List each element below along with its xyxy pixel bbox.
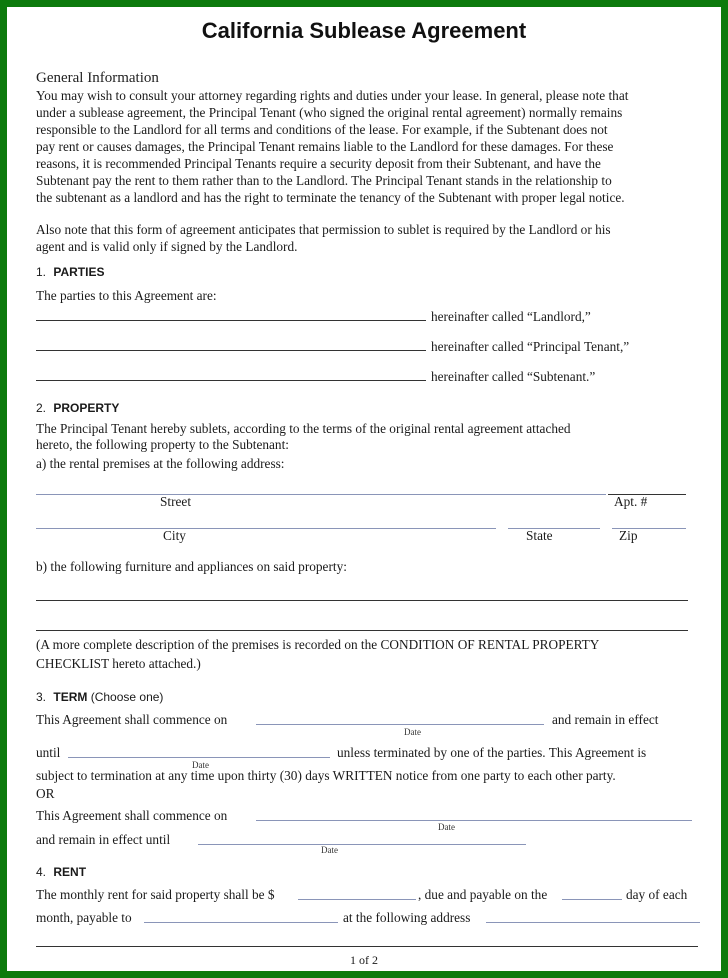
property-a-label: a) the rental premises at the following address: bbox=[36, 456, 285, 471]
property-intro-1: The Principal Tenant hereby sublets, according to the terms of the original rental agreement attached bbox=[36, 421, 571, 436]
term-number: 3. bbox=[36, 690, 47, 704]
term-commence2-label: This Agreement shall commence on bbox=[36, 808, 228, 823]
document-title: California Sublease Agreement bbox=[201, 18, 527, 43]
term-remain-until-label: and remain in effect until bbox=[36, 832, 171, 847]
rent-address-label: at the following address bbox=[343, 910, 471, 925]
page-number: 1 of 2 bbox=[350, 953, 378, 967]
landlord-name-field[interactable] bbox=[36, 320, 426, 321]
general-heading: General Information bbox=[36, 70, 159, 86]
rent-heading bbox=[36, 865, 86, 879]
property-heading bbox=[36, 401, 119, 415]
commence-date-field[interactable] bbox=[256, 724, 544, 725]
state-field[interactable] bbox=[508, 528, 600, 529]
general-line-3: responsible to the Landlord for all terms and conditions of the lease. For example, if the Subtenant does not bbox=[36, 122, 608, 137]
property-b-label: b) the following furniture and appliances on said property: bbox=[36, 559, 347, 574]
subtenant-name-field[interactable] bbox=[36, 380, 426, 381]
general-line-7: the subtenant as a landlord and has the right to terminate the tenancy of the Subtenant with proper legal notice. bbox=[36, 190, 625, 205]
term-unless-text: unless terminated by one of the parties. This Agreement is bbox=[337, 745, 647, 760]
parties-heading bbox=[36, 265, 104, 279]
rent-due-label: , due and payable on the bbox=[418, 887, 548, 902]
until-date-caption: Date bbox=[192, 760, 209, 770]
term-title: TERM bbox=[53, 690, 88, 704]
property-title: PROPERTY bbox=[53, 401, 120, 415]
property-intro-2: hereto, the following property to the Subtenant: bbox=[36, 437, 289, 452]
remain-until-date-caption: Date bbox=[321, 845, 338, 855]
furniture-line-2[interactable] bbox=[36, 630, 688, 631]
property-note-2: CHECKLIST hereto attached.) bbox=[36, 656, 201, 671]
term-heading bbox=[36, 690, 163, 704]
term-choose: (Choose one) bbox=[90, 690, 164, 704]
property-number: 2. bbox=[36, 401, 47, 415]
general-line-4: pay rent or causes damages, the Principal Tenant remains liable to the Landlord for these damages. For these bbox=[36, 139, 614, 154]
general-line-1: You may wish to consult your attorney regarding rights and duties under your lease. In general, please note that bbox=[36, 88, 629, 103]
rent-monthly-label: The monthly rent for said property shall be $ bbox=[36, 887, 275, 902]
property-note-1: (A more complete description of the premises is recorded on the CONDITION OF RENTAL PROPERTY bbox=[36, 637, 600, 652]
until-date-field[interactable] bbox=[68, 757, 330, 758]
rent-address-field[interactable] bbox=[486, 922, 700, 923]
general-note-line-1: Also note that this form of agreement anticipates that permission to sublet is required by the Landlord or his bbox=[36, 222, 611, 237]
apt-label: Apt. # bbox=[614, 494, 648, 509]
term-subject-text: subject to termination at any time upon thirty (30) days WRITTEN notice from one party to each other party. bbox=[36, 768, 616, 783]
commence-date-caption: Date bbox=[404, 727, 421, 737]
parties-intro: The parties to this Agreement are: bbox=[36, 288, 217, 303]
rent-day-label: day of each bbox=[626, 887, 688, 902]
term-until-label: until bbox=[36, 745, 61, 760]
general-line-2: under a sublease agreement, the Principal Tenant (who signed the original rental agreement) normally remains bbox=[36, 105, 623, 120]
remain-until-date-field[interactable] bbox=[198, 844, 526, 845]
subtenant-label: hereinafter called “Subtenant.” bbox=[431, 369, 596, 384]
rent-day-field[interactable] bbox=[562, 899, 622, 900]
rent-month-label: month, payable to bbox=[36, 910, 132, 925]
landlord-label: hereinafter called “Landlord,” bbox=[431, 309, 591, 324]
street-label: Street bbox=[160, 494, 192, 509]
zip-label: Zip bbox=[619, 528, 638, 543]
term-or: OR bbox=[36, 786, 55, 801]
general-note-line-2: agent and is valid only if signed by the Landlord. bbox=[36, 239, 298, 254]
city-field[interactable] bbox=[36, 528, 496, 529]
term-commence-label: This Agreement shall commence on bbox=[36, 712, 228, 727]
street-field[interactable] bbox=[36, 494, 606, 495]
rent-amount-field[interactable] bbox=[298, 899, 416, 900]
rent-address-line-2[interactable] bbox=[36, 946, 698, 947]
general-line-5: reasons, it is recommended Principal Tenants require a security deposit from their Subtenant, and have the bbox=[36, 156, 601, 171]
rent-title: RENT bbox=[53, 865, 87, 879]
rent-payee-field[interactable] bbox=[144, 922, 338, 923]
general-line-6: Subtenant pay the rent to them rather than to the Landlord. The Principal Tenant stands in the relationship to bbox=[36, 173, 612, 188]
parties-number: 1. bbox=[36, 265, 47, 279]
commence2-date-caption: Date bbox=[438, 822, 455, 832]
parties-title: PARTIES bbox=[53, 265, 105, 279]
term-remain-label: and remain in effect bbox=[552, 712, 659, 727]
city-label: City bbox=[163, 528, 186, 543]
rent-number: 4. bbox=[36, 865, 47, 879]
principal-tenant-name-field[interactable] bbox=[36, 350, 426, 351]
furniture-line-1[interactable] bbox=[36, 600, 688, 601]
principal-tenant-label: hereinafter called “Principal Tenant,” bbox=[431, 339, 630, 354]
commence2-date-field[interactable] bbox=[256, 820, 692, 821]
state-label: State bbox=[526, 528, 553, 543]
